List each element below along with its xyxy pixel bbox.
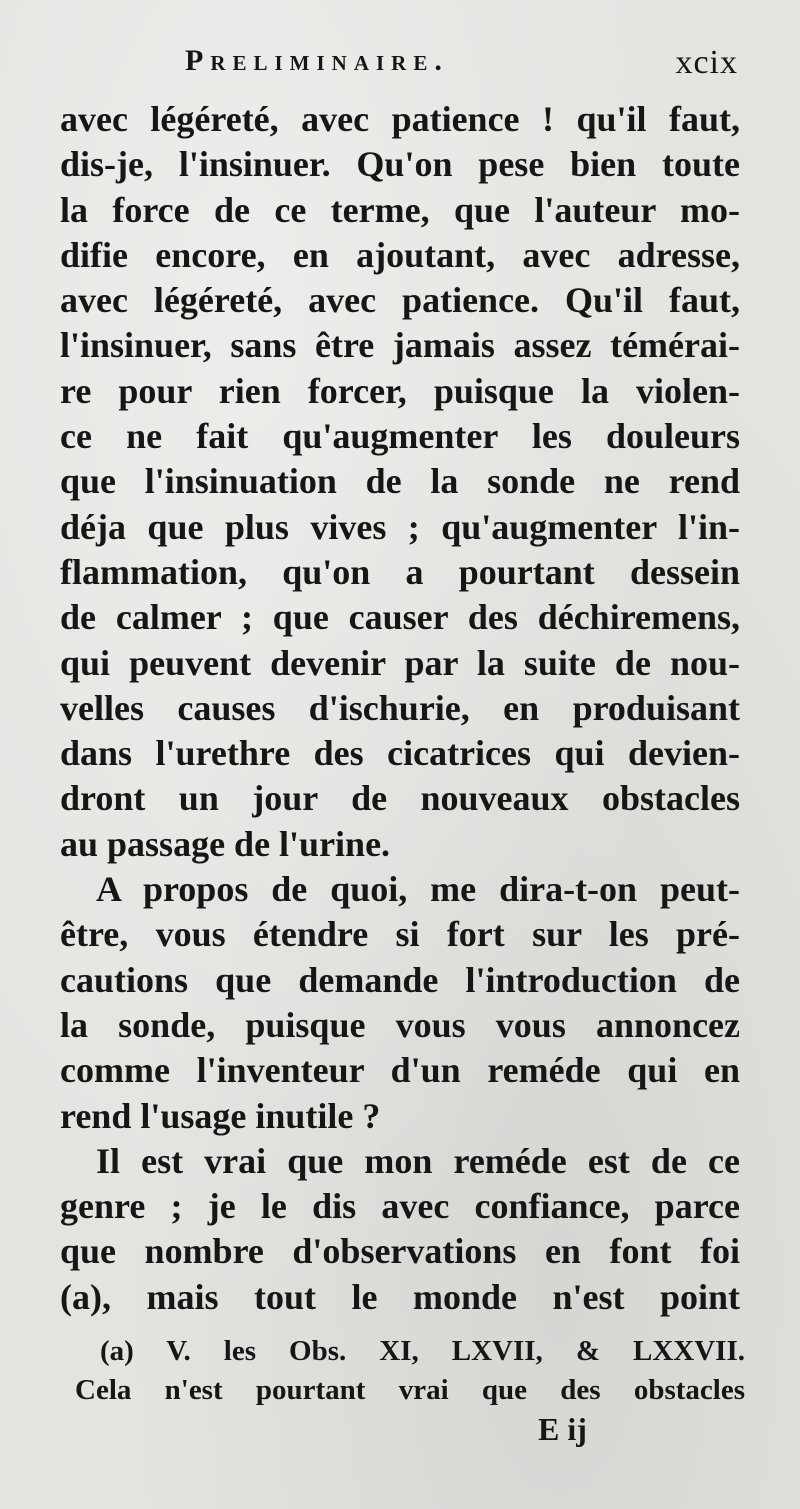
text-line: au passage de l'urine. bbox=[60, 823, 391, 864]
text-line: qui peuvent devenir par la suite de nou- bbox=[60, 642, 740, 683]
signature-mark: E ij bbox=[538, 1411, 587, 1447]
footnote bbox=[75, 1332, 745, 1410]
text-line: velles causes d'ischurie, en produisant bbox=[60, 687, 740, 728]
text-line: (a), mais tout le monde n'est point bbox=[60, 1276, 740, 1317]
page-number: xcix bbox=[675, 44, 738, 81]
text-line: être, vous étendre si fort sur les pré- bbox=[60, 914, 740, 955]
text-line: ce ne fait qu'augmenter les douleurs bbox=[60, 416, 740, 457]
text-line: dans l'urethre des cicatrices qui devien- bbox=[60, 733, 740, 774]
body-text bbox=[60, 97, 740, 1320]
running-head bbox=[60, 44, 738, 94]
text-line: rend l'usage inutile ? bbox=[60, 1095, 381, 1136]
text-line: re pour rien forcer, puisque la violen- bbox=[60, 370, 740, 411]
text-line: que nombre d'observations en font foi bbox=[60, 1231, 740, 1272]
footnote-line: Cela n'est pourtant vrai que des obstacles bbox=[75, 1374, 745, 1406]
text-line: avec légéreté, avec patience ! qu'il faut, bbox=[60, 99, 740, 139]
footnote-line: (a) V. les Obs. XI, LXVII, & LXXVII. bbox=[100, 1335, 745, 1367]
text-line: la sonde, puisque vous vous annoncez bbox=[60, 1004, 740, 1045]
text-line: de calmer ; que causer des déchiremens, bbox=[60, 597, 740, 638]
text-line: l'insinuer, sans être jamais assez témérai- bbox=[60, 325, 740, 366]
text-line: dis-je, l'insinuer. Qu'on pese bien toute bbox=[60, 144, 740, 185]
text-line: Il est vrai que mon reméde est de ce bbox=[96, 1140, 740, 1181]
text-line: cautions que demande l'introduction de bbox=[60, 959, 740, 1000]
text-line: que l'insinuation de la sonde ne rend bbox=[60, 461, 740, 502]
text-line: dront un jour de nouveaux obstacles bbox=[60, 778, 740, 819]
text-line: comme l'inventeur d'un reméde qui en bbox=[60, 1050, 740, 1091]
text-line: flammation, qu'on a pourtant dessein bbox=[60, 551, 740, 592]
text-line: A propos de quoi, me dira-t-on peut- bbox=[96, 869, 740, 910]
running-head-title: Preliminaire. bbox=[185, 44, 449, 77]
text-line: déja que plus vives ; qu'augmenter l'in- bbox=[60, 506, 740, 547]
text-line: difie encore, en ajoutant, avec adresse, bbox=[60, 234, 740, 275]
text-line: la force de ce terme, que l'auteur mo- bbox=[60, 189, 740, 230]
text-line: genre ; je le dis avec confiance, parce bbox=[60, 1186, 740, 1227]
text-line: avec légéreté, avec patience. Qu'il faut, bbox=[60, 280, 740, 321]
